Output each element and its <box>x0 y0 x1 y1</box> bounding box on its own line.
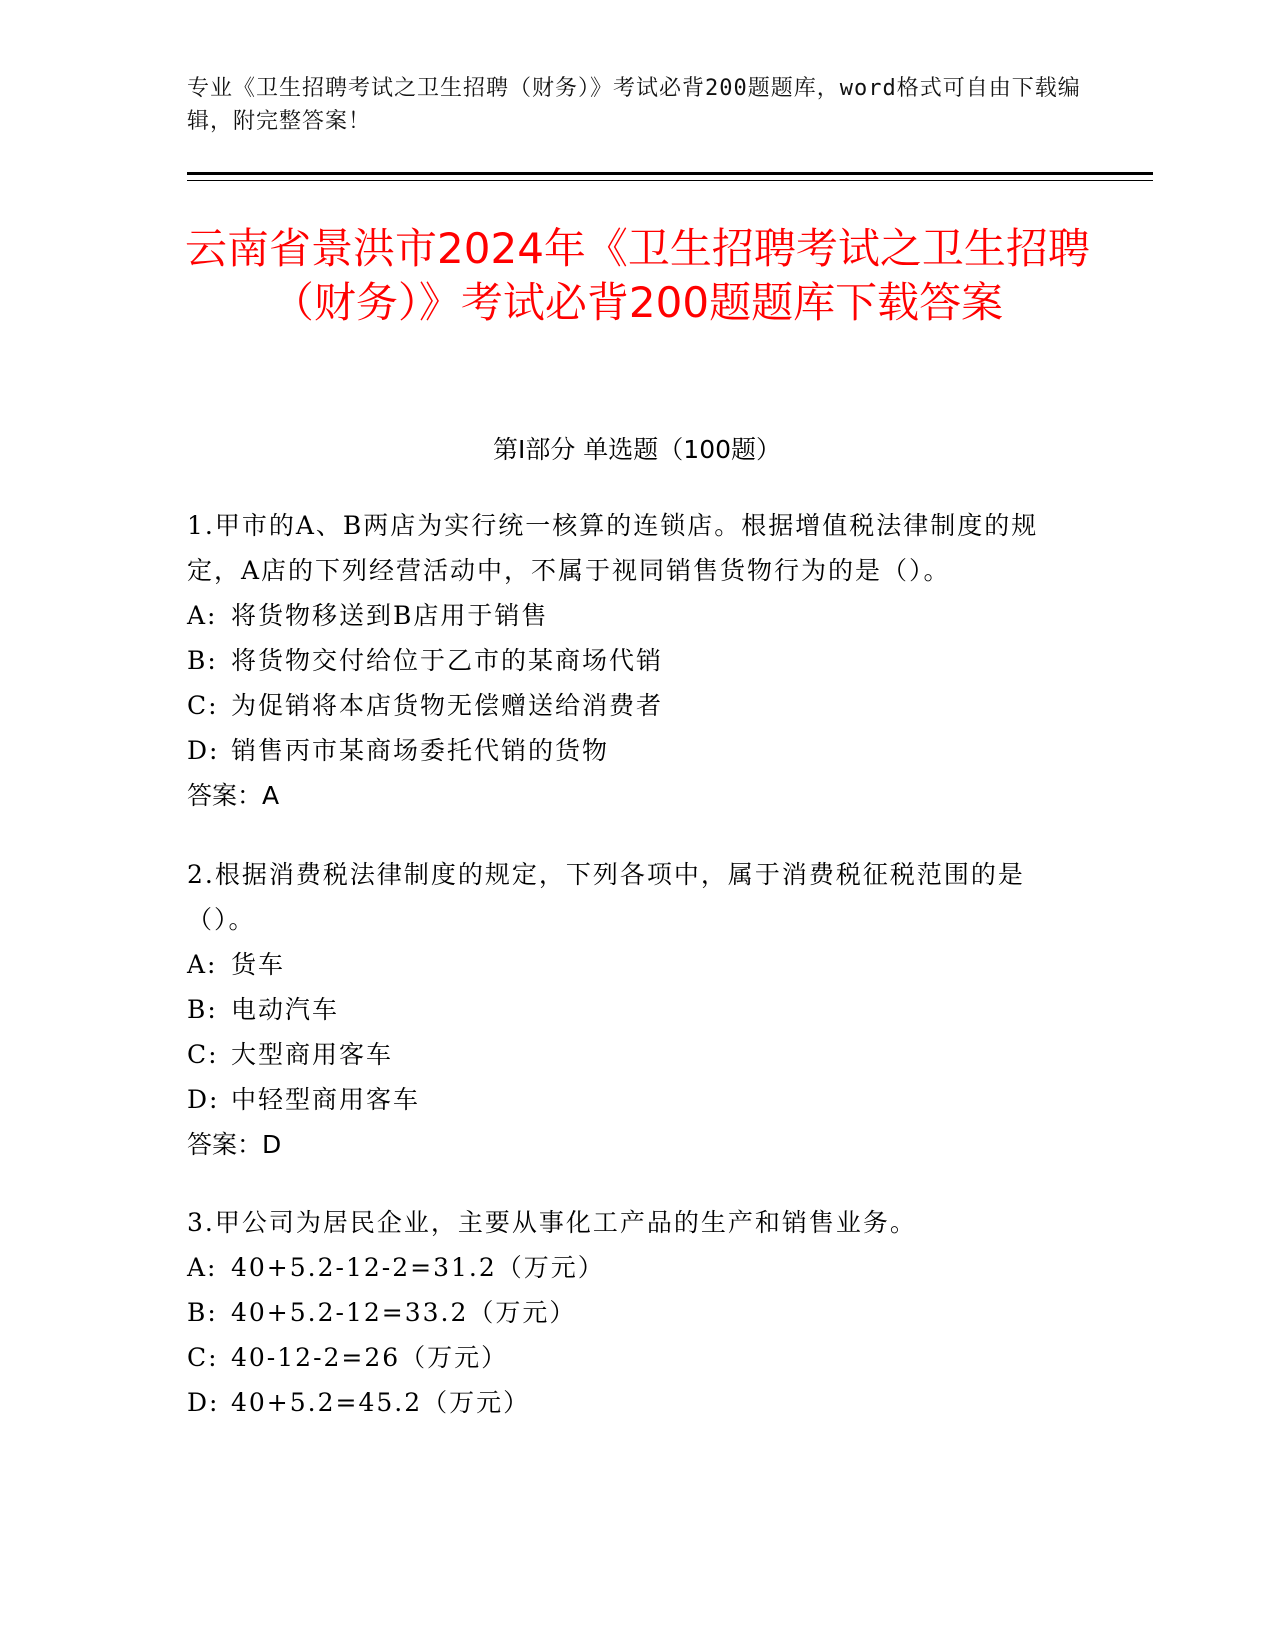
option-text: 40-12-2=26（万元） <box>231 1343 509 1372</box>
option-a <box>187 593 1087 638</box>
option-d <box>187 1077 1087 1122</box>
option-c <box>187 683 1087 728</box>
option-c <box>187 1335 1087 1380</box>
option-label: A: <box>187 950 218 979</box>
question-text: 3.甲公司为居民企业，主要从事化工产品的生产和销售业务。 <box>187 1208 917 1237</box>
answer: 答案：A <box>187 781 280 810</box>
option-text: 电动汽车 <box>231 995 340 1024</box>
option-text: 销售丙市某商场委托代销的货物 <box>231 736 610 765</box>
option-label: C: <box>187 691 219 720</box>
option-label: D: <box>187 1085 220 1114</box>
option-a <box>187 1245 1087 1290</box>
option-text: 将货物移送到B店用于销售 <box>231 601 549 630</box>
option-label: D: <box>187 736 220 765</box>
option-c <box>187 1032 1087 1077</box>
option-label: A: <box>187 601 218 630</box>
question-text: 2.根据消费税法律制度的规定，下列各项中，属于消费税征税范围的是（）。 <box>187 860 1025 934</box>
question-1 <box>187 503 1087 818</box>
option-text: 中轻型商用客车 <box>231 1085 421 1114</box>
option-text: 大型商用客车 <box>231 1040 394 1069</box>
header-rule-thin <box>187 180 1153 181</box>
option-d <box>187 728 1087 773</box>
header-rule-thick <box>187 172 1153 175</box>
option-b <box>187 1290 1087 1335</box>
document-title: 云南省景洪市2024年《卫生招聘考试之卫生招聘（财务）》考试必背200题题库下载答案 <box>185 224 1090 327</box>
question-text: 1.甲市的A、B两店为实行统一核算的连锁店。根据增值税法律制度的规定，A店的下列经营活动中，不属于视同销售货物行为的是（）。 <box>187 511 1039 585</box>
question-2 <box>187 852 1087 1167</box>
option-d <box>187 1380 1087 1425</box>
option-b <box>187 987 1087 1032</box>
option-label: C: <box>187 1040 219 1069</box>
option-label: A: <box>187 1253 218 1282</box>
question-3 <box>187 1200 1087 1425</box>
option-b <box>187 638 1087 683</box>
option-label: B: <box>187 1298 218 1327</box>
option-text: 40+5.2-12=33.2（万元） <box>231 1298 577 1327</box>
option-text: 为促销将本店货物无偿赠送给消费者 <box>231 691 664 720</box>
option-text: 将货物交付给位于乙市的某商场代销 <box>231 646 664 675</box>
option-a <box>187 942 1087 987</box>
option-label: D: <box>187 1388 220 1417</box>
option-label: C: <box>187 1343 219 1372</box>
answer: 答案：D <box>187 1130 282 1159</box>
header-note: 专业《卫生招聘考试之卫生招聘（财务）》考试必背200题题库，word格式可自由下载编辑，附完整答案！ <box>187 76 1081 134</box>
option-label: B: <box>187 995 218 1024</box>
option-label: B: <box>187 646 218 675</box>
option-text: 40+5.2-12-2=31.2（万元） <box>231 1253 605 1282</box>
option-text: 40+5.2=45.2（万元） <box>231 1388 531 1417</box>
option-text: 货车 <box>231 950 286 979</box>
section-title: 第Ⅰ部分 单选题（100题） <box>492 435 782 464</box>
